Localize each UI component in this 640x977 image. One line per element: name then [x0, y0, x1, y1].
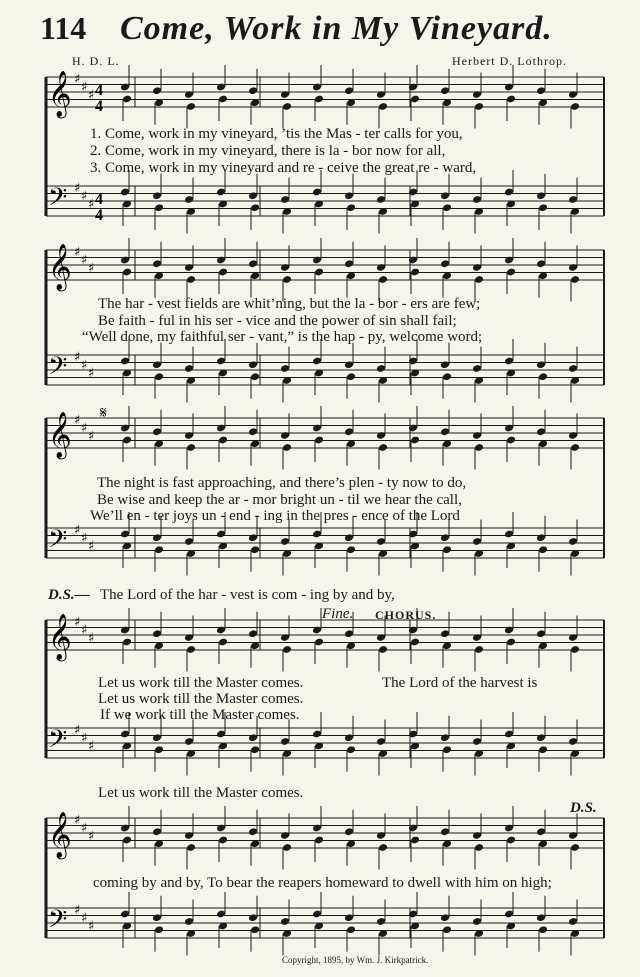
- sharp-icon: ♯: [81, 911, 88, 926]
- treble-clef-icon: 𝄞: [48, 614, 72, 660]
- staff: [46, 412, 604, 460]
- sharp-icon: ♯: [74, 72, 81, 87]
- staff: [46, 350, 604, 387]
- chorus-lyric-continuation: coming by and by, To bear the reapers homeward to dwell with him on high;: [93, 875, 552, 891]
- sharp-icon: ♯: [81, 531, 88, 546]
- ds-label: D.S.—: [48, 587, 90, 603]
- sharp-icon: ♯: [88, 631, 95, 646]
- verse-3-line-2: “Well done, my faithful ser - vant,” is the hap - py, welcome word;: [82, 329, 483, 345]
- staff: [46, 181, 604, 218]
- sharp-icon: ♯: [88, 88, 95, 103]
- bass-clef-icon: 𝄢: [48, 905, 68, 940]
- staff: [46, 523, 604, 560]
- sharp-icon: ♯: [81, 80, 88, 95]
- sharp-icon: ♯: [81, 253, 88, 268]
- sharp-icon: ♯: [88, 919, 95, 934]
- bass-clef-icon: 𝄢: [48, 352, 68, 387]
- bass-clef-icon: 𝄢: [48, 725, 68, 760]
- composer-name: Herbert D. Lothrop.: [452, 54, 567, 68]
- sharp-icon: ♯: [74, 245, 81, 260]
- sharp-icon: ♯: [81, 421, 88, 436]
- ds-mark: D.S.: [570, 800, 597, 816]
- sharp-icon: ♯: [81, 821, 88, 836]
- sharp-icon: ♯: [88, 429, 95, 444]
- sharp-icon: ♯: [88, 739, 95, 754]
- treble-clef-icon: 𝄞: [48, 812, 72, 858]
- sharp-icon: ♯: [88, 366, 95, 381]
- refrain-line-1: Let us work till the Master comes.: [98, 675, 304, 691]
- verse-1-line-1: 1. Come, work in my vineyard, ’tis the Mas - ter calls for you,: [90, 126, 463, 142]
- verse-3-line-3: We’ll en - ter joys un - end - ing in the pres - ence of the Lord: [90, 508, 460, 524]
- staff: [46, 812, 604, 860]
- sharp-icon: ♯: [74, 350, 81, 365]
- refrain-line-2: Let us work till the Master comes.: [98, 691, 304, 707]
- copyright-notice: Copyright, 1895, by Wm. J. Kirkpatrick.: [282, 955, 429, 965]
- treble-clef-icon: 𝄞: [48, 412, 72, 458]
- chorus-lyric-line: The Lord of the harvest is: [382, 675, 538, 691]
- fine-mark: Fine.: [322, 606, 354, 622]
- bass-lyric-line: Let us work till the Master comes.: [98, 785, 304, 801]
- verse-1-line-3: The night is fast approaching, and there’s plen - ty now to do,: [97, 475, 467, 491]
- sharp-icon: ♯: [81, 623, 88, 638]
- staff: [46, 244, 604, 292]
- sharp-icon: ♯: [74, 523, 81, 538]
- refrain-line-3: If we work till the Master comes.: [100, 707, 300, 723]
- hymn-title: Come, Work in My Vineyard.: [120, 10, 553, 47]
- time-signature-bottom-bass: 4: [95, 207, 103, 224]
- sharp-icon: ♯: [88, 197, 95, 212]
- verse-2-line-1: 2. Come, work in my vineyard, there is la - bor now for all,: [90, 143, 446, 159]
- sharp-icon: ♯: [74, 615, 81, 630]
- sharp-icon: ♯: [74, 903, 81, 918]
- staff: [46, 903, 604, 940]
- verse-1-line-2: The har - vest fields are whit’ning, but the la - bor - ers are few;: [98, 296, 481, 312]
- bass-clef-icon: 𝄢: [48, 183, 68, 218]
- sharp-icon: ♯: [74, 181, 81, 196]
- segno-sign: 𝄋: [100, 403, 107, 422]
- sharp-icon: ♯: [88, 829, 95, 844]
- lyricist-initials: H. D. L.: [72, 54, 120, 68]
- verse-2-line-3: Be wise and keep the ar - mor bright un - til we hear the call,: [97, 492, 462, 508]
- staff: [46, 71, 604, 119]
- treble-clef-icon: 𝄞: [48, 244, 72, 290]
- sharp-icon: ♯: [81, 189, 88, 204]
- sharp-icon: ♯: [74, 723, 81, 738]
- time-signature-top-treble: 4: [95, 82, 103, 99]
- staff: [46, 723, 604, 760]
- sharp-icon: ♯: [88, 261, 95, 276]
- sharp-icon: ♯: [74, 413, 81, 428]
- verse-3-line-1: 3. Come, work in my vineyard and re - ceive the great re - ward,: [90, 160, 477, 176]
- bass-clef-icon: 𝄢: [48, 525, 68, 560]
- sharp-icon: ♯: [81, 358, 88, 373]
- page-number: 114: [40, 10, 87, 46]
- ds-lyric-line: The Lord of the har - vest is com - ing by and by,: [100, 587, 395, 603]
- time-signature-bottom-treble: 4: [95, 98, 103, 115]
- treble-clef-icon: 𝄞: [48, 71, 72, 117]
- time-signature-top-bass: 4: [95, 191, 103, 208]
- sharp-icon: ♯: [88, 539, 95, 554]
- chorus-label: CHORUS.: [375, 608, 437, 622]
- sharp-icon: ♯: [74, 813, 81, 828]
- verse-2-line-2: Be faith - ful in his ser - vice and the power of sin shall fail;: [98, 313, 457, 329]
- sharp-icon: ♯: [81, 731, 88, 746]
